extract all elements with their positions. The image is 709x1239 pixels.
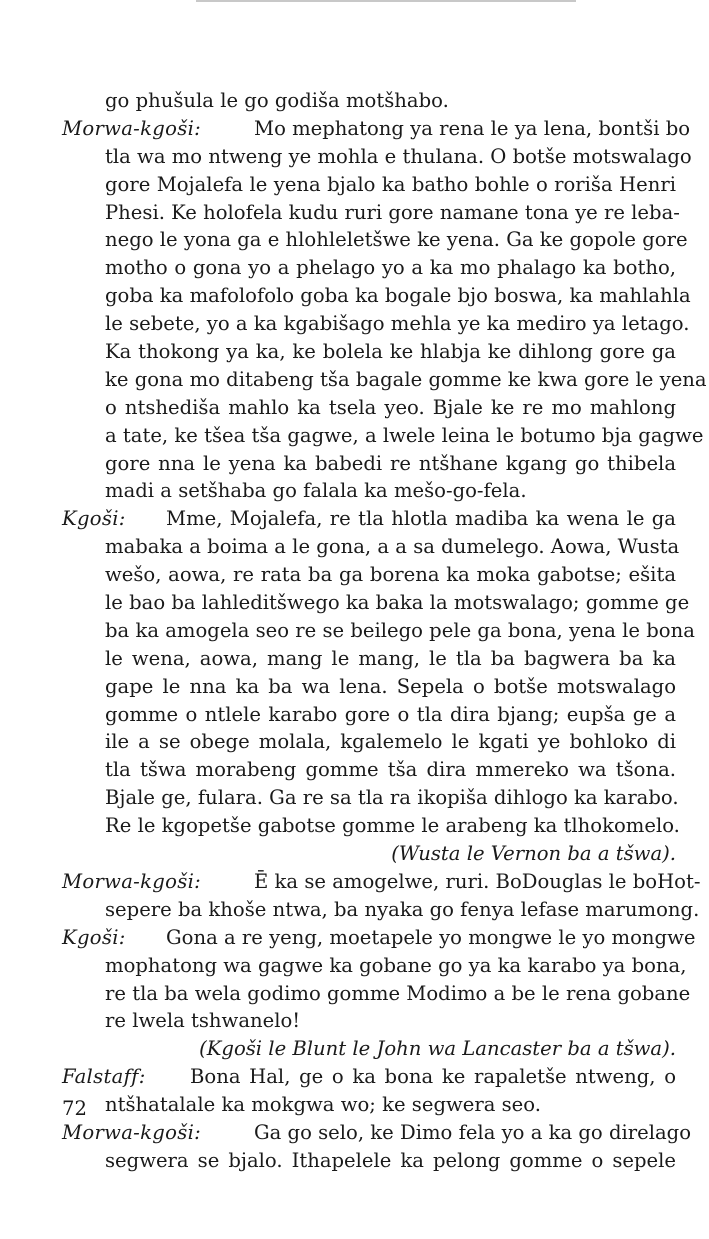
speaker-name: Morwa-kgoši: — [62, 1120, 202, 1144]
speech-text: Mme, Mojalefa, re tla hlotla madiba ka wena le ga — [166, 507, 676, 531]
speech — [62, 115, 707, 505]
speech-line: gape le nna ka ba wa lena. Sepela o botše motswalago — [105, 674, 676, 698]
speaker-name: Kgoši: — [62, 925, 126, 949]
speech — [62, 924, 696, 1036]
top-edge-rule — [196, 0, 576, 2]
speech-line: re lwela tshwanelo! — [105, 1009, 301, 1033]
speech-text: Ē ka se amogelwe, ruri. BoDouglas le boHot- — [254, 869, 701, 893]
speech-line: Phesi. Ke holofela kudu ruri gore namane tona ye re leba- — [105, 200, 680, 224]
speech-line: nego le yona ga e hlohleletšwe ke yena. Ga ke gopole gore — [105, 228, 688, 252]
speech-line: Ka thokong ya ka, ke bolela ke hlabja ke dihlong gore ga — [105, 340, 676, 364]
speech-line: goba ka mafolofolo goba ka bogale bjo boswa, ka mahlahla — [105, 284, 691, 308]
speech-first-line — [62, 924, 696, 952]
speech — [62, 1063, 676, 1119]
speaker-name: Morwa-kgoši: — [62, 869, 202, 893]
speech — [62, 505, 695, 840]
speech-text: Ga go selo, ke Dimo fela yo a ka go direlago — [254, 1120, 692, 1144]
speaker-name: Morwa-kgoši: — [62, 116, 202, 140]
speech-line: gore nna le yena ka babedi re ntšhane kgang go thibela — [105, 451, 676, 475]
speech-first-line — [62, 868, 701, 896]
speech-first-line — [62, 115, 691, 143]
speech-line: sepere ba khoše ntwa, ba nyaka go fenya lefase marumong. — [105, 897, 700, 921]
speaker-name: Falstaff: — [62, 1065, 146, 1089]
speech-line: le sebete, yo a ka kgabišago mehla ye ka mediro ya letago. — [105, 312, 690, 336]
speech-line: segwera se bjalo. Ithapelele ka pelong gomme o sepele — [105, 1148, 676, 1172]
stage-direction — [62, 1035, 676, 1063]
speech-line: wešo, aowa, re rata ba ga borena ka moka gabotse; ešita — [105, 563, 676, 587]
speech-line: ile a se obege molala, kgalemelo le kgati ye bohloko di — [105, 730, 676, 754]
play-text — [62, 87, 707, 1175]
speech-first-line — [62, 505, 676, 533]
speech-text: Bona Hal, ge o ka bona ke rapaletše ntweng, o — [190, 1065, 676, 1089]
speech-line: ntšhatalale ka mokgwa wo; ke segwera seo. — [105, 1093, 541, 1117]
stage-direction — [62, 840, 676, 868]
speaker-name: Kgoši: — [62, 507, 126, 531]
speech-line: tla tšwa morabeng gomme tša dira mmereko wa tšona. — [105, 758, 676, 782]
speech-text: Gona a re yeng, moetapele yo mongwe le yo mongwe — [166, 925, 696, 949]
speech-line: Re le kgopetše gabotse gomme le arabeng ka tlhokomelo. — [105, 814, 680, 838]
speech-line: le wena, aowa, mang le mang, le tla ba bagwera ba ka — [105, 646, 676, 670]
speech-line: Bjale ge, fulara. Ga re sa tla ra ikopiša dihlogo ka karabo. — [105, 786, 679, 810]
speech-line: ke gona mo ditabeng tša bagale gomme ke kwa gore le yena — [105, 367, 707, 391]
continued-speech — [62, 87, 676, 115]
page-number: 72 — [62, 1097, 87, 1120]
speech-line: a tate, ke tšea tša gagwe, a lwele leina le botumo bja gagwe — [105, 423, 704, 447]
speech-line: ba ka amogela seo re se beilego pele ga bona, yena le bona — [105, 618, 695, 642]
speech-text: Mo mephatong ya rena le ya lena, bontši bo — [254, 116, 691, 140]
speech-line: go phušula le go godiša motšhabo. — [105, 89, 449, 112]
stage-direction-text: (Wusta le Vernon ba a tšwa). — [391, 842, 676, 866]
speech-line: gomme o ntlele karabo gore o tla dira bjang; eupša ge a — [105, 702, 676, 726]
speech-line: re tla ba wela godimo gomme Modimo a be le rena gobane — [105, 981, 691, 1005]
speech — [62, 868, 701, 924]
speech-line: o ntshediša mahlo ka tsela yeo. Bjale ke re mo mahlong — [105, 395, 676, 419]
speech-line: gore Mojalefa le yena bjalo ka batho bohle o roriša Henri — [105, 172, 676, 196]
speech-line: madi a setšhaba go falala ka mešo-go-fela. — [105, 479, 527, 503]
speech-line: tla wa mo ntweng ye mohla e thulana. O botše motswalago — [105, 144, 692, 168]
speech-line: le bao ba lahleditšwego ka baka la motswalago; gomme ge — [105, 591, 690, 615]
speech-first-line — [62, 1063, 676, 1091]
speech-first-line — [62, 1119, 692, 1147]
speech — [62, 1119, 692, 1175]
speech-line: mabaka a boima a le gona, a a sa dumelego. Aowa, Wusta — [105, 535, 680, 559]
speech-line: mophatong wa gagwe ka gobane go ya ka karabo ya bona, — [105, 953, 687, 977]
speech-line: motho o gona yo a phelago yo a ka mo phalago ka botho, — [105, 256, 676, 280]
stage-direction-text: (Kgoši le Blunt le John wa Lancaster ba a tšwa). — [199, 1037, 676, 1061]
